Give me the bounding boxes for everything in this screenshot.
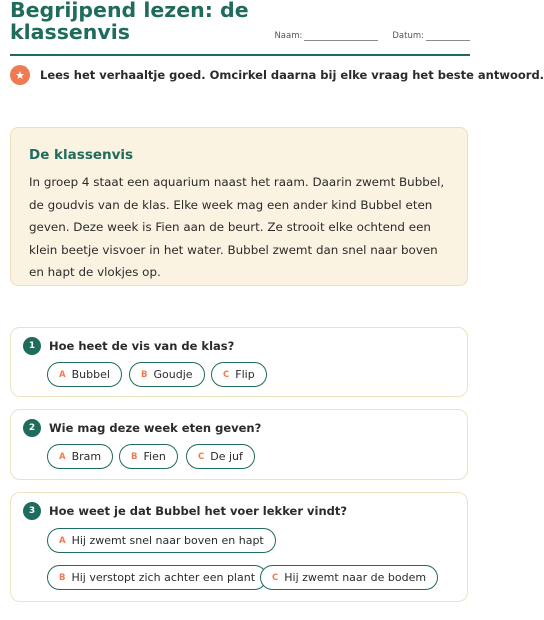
- question-header: [23, 502, 347, 520]
- date-line: [426, 32, 470, 41]
- answer-option-2a[interactable]: [47, 444, 113, 469]
- page-title: Begrijpend lezen: de klassenvis: [10, 0, 249, 44]
- question-text: Hoe weet je dat Bubbel het voer lekker vindt?: [49, 504, 348, 518]
- option-letter: B: [59, 572, 66, 583]
- question-number-badge: 1: [23, 337, 41, 355]
- instruction-text: Lees het verhaaltje goed. Omcirkel daarna bij elke vraag het beste antwoord.: [40, 68, 544, 82]
- instruction: [10, 65, 544, 85]
- date-field[interactable]: [392, 31, 470, 41]
- question-card-3: [10, 492, 468, 602]
- answer-option-1b[interactable]: [129, 362, 205, 387]
- story-box: [10, 127, 468, 286]
- answer-option-2c[interactable]: [186, 444, 255, 469]
- option-letter: A: [59, 451, 66, 462]
- question-header: [23, 419, 261, 437]
- worksheet-header: [10, 0, 470, 56]
- question-card-2: [10, 409, 468, 480]
- answer-option-2b[interactable]: [119, 444, 178, 469]
- option-letter: C: [272, 572, 279, 583]
- name-date-fields: [274, 31, 470, 41]
- option-label: Goudje: [153, 368, 193, 381]
- option-label: Bram: [71, 450, 102, 463]
- question-number-badge: 3: [23, 502, 41, 520]
- name-field[interactable]: [274, 31, 392, 41]
- story-title: De klassenvis: [29, 147, 134, 163]
- answer-option-1c[interactable]: [211, 362, 267, 387]
- question-text: Wie mag deze week eten geven?: [49, 421, 262, 435]
- question-header: [23, 337, 234, 355]
- option-label: Bubbel: [71, 368, 110, 381]
- option-letter: B: [141, 369, 148, 380]
- question-number-badge: 2: [23, 419, 41, 437]
- answer-option-3a[interactable]: [47, 528, 276, 553]
- option-label: Hij zwemt naar de bodem: [284, 571, 427, 584]
- option-label: Hij verstopt zich achter een plant: [71, 571, 256, 584]
- question-card-1: [10, 327, 468, 397]
- question-text: Hoe heet de vis van de klas?: [49, 339, 235, 353]
- name-label: Naam:: [274, 31, 303, 41]
- option-letter: A: [59, 369, 66, 380]
- option-label: Hij zwemt snel naar boven en hapt: [71, 534, 264, 547]
- date-label: Datum:: [392, 31, 424, 41]
- answer-option-3b[interactable]: [47, 565, 267, 590]
- option-label: Fien: [143, 450, 166, 463]
- option-label: De juf: [210, 450, 243, 463]
- option-letter: B: [131, 451, 138, 462]
- star-icon: ★: [10, 65, 30, 85]
- story-text: In groep 4 staat een aquarium naast het raam. Daarin zwemt Bubbel, de goudvis van de klas. Elke week mag een ander kind Bubbel eten geven. Deze week is Fien aan de beurt. Ze strooit elke ochtend een klein beetje visvoer in het water. Bubbel zwemt dan snel naar boven en hapt de vlokjes op.: [29, 175, 445, 279]
- option-label: Flip: [235, 368, 255, 381]
- option-letter: A: [59, 535, 66, 546]
- answer-option-1a[interactable]: [47, 362, 122, 387]
- answer-option-3c[interactable]: [260, 565, 438, 590]
- name-line: [304, 32, 378, 41]
- option-letter: C: [198, 451, 205, 462]
- option-letter: C: [223, 369, 230, 380]
